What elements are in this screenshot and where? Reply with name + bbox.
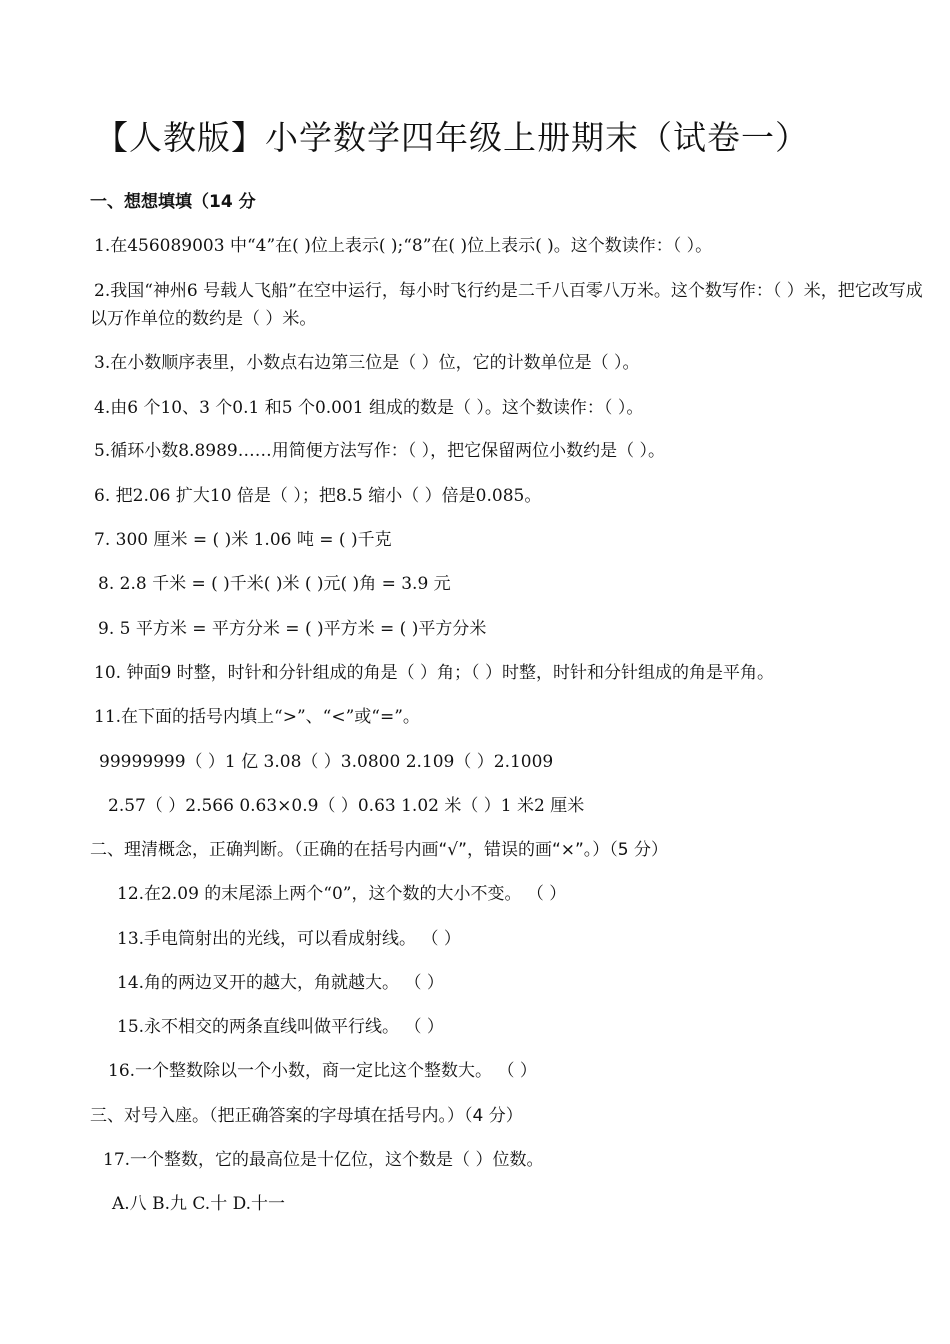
- section-heading-3: 三、对号入座。（把正确答案的字母填在括号内。）（4 分）: [90, 1106, 523, 1126]
- question-7: 7. 300 厘米 = ( )米 1.06 吨 = ( )千克: [94, 530, 392, 550]
- question-15: 15.永不相交的两条直线叫做平行线。 （ ）: [117, 1017, 444, 1037]
- question-10: 10. 钟面9 时整，时针和分针组成的角是（ ）角；（ ）时整，时针和分针组成的角是平角。: [94, 663, 774, 683]
- question-12: 12.在2.09 的末尾添上两个“0”，这个数的大小不变。 （ ）: [117, 884, 567, 904]
- question-9: 9. 5 平方米 = 平方分米 = ( )平方米 = ( )平方分米: [98, 619, 487, 639]
- question-6: 6. 把2.06 扩大10 倍是（ ）；把8.5 缩小（ ）倍是0.085。: [94, 486, 542, 506]
- question-5: 5.循环小数8.8989……用简便方法写作：（ ），把它保留两位小数约是（ ）。: [94, 441, 666, 461]
- question-17-options: A.八 B.九 C.十 D.十一: [112, 1194, 286, 1214]
- question-13: 13.手电筒射出的光线，可以看成射线。 （ ）: [117, 929, 461, 949]
- question-11: 11.在下面的括号内填上“>”、“<”或“=”。: [94, 707, 420, 727]
- question-11-row-1: 99999999（ ）1 亿 3.08（ ）3.0800 2.109（ ）2.1009: [99, 752, 554, 772]
- question-16: 16.一个整数除以一个小数，商一定比这个整数大。 （ ）: [108, 1061, 537, 1081]
- page-title: 【人教版】小学数学四年级上册期末（试卷一）: [95, 118, 809, 157]
- question-2-line-1: 2.我国“神州6 号载人飞船”在空中运行，每小时飞行约是二千八百零八万米。这个数写作：（ ）米，把它改写成: [94, 281, 923, 301]
- section-heading-1: 一、想想填填（14 分: [90, 192, 256, 212]
- question-4: 4.由6 个10、3 个0.1 和5 个0.001 组成的数是（ ）。这个数读作：（ ）。: [94, 398, 644, 418]
- question-11-row-2: 2.57（ ）2.566 0.63×0.9（ ）0.63 1.02 米（ ）1 米2 厘米: [108, 796, 585, 816]
- question-1: 1.在456089003 中“4”在( )位上表示( );“8”在( )位上表示( )。这个数读作：（ ）。: [94, 236, 713, 256]
- question-2-line-2: 以万作单位的数约是（ ）米。: [90, 309, 317, 329]
- question-17: 17.一个整数，它的最高位是十亿位，这个数是（ ）位数。: [103, 1150, 544, 1170]
- question-8: 8. 2.8 千米 = ( )千米( )米 ( )元( )角 = 3.9 元: [98, 574, 451, 594]
- question-3: 3.在小数顺序表里，小数点右边第三位是（ ）位，它的计数单位是（ ）。: [94, 353, 640, 373]
- question-14: 14.角的两边叉开的越大，角就越大。 （ ）: [117, 973, 444, 993]
- section-heading-2: 二、理清概念，正确判断。（正确的在括号内画“√”，错误的画“×”。）（5 分）: [90, 840, 669, 860]
